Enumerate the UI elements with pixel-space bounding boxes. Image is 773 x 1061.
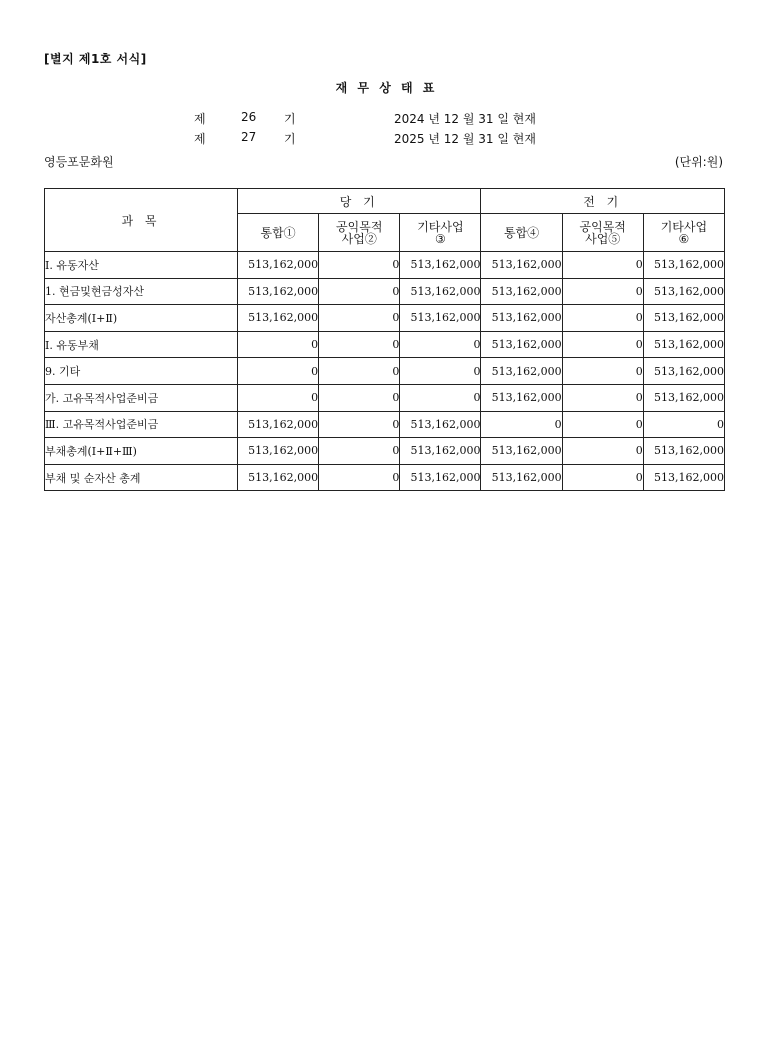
table-cell: 513,162,000 [238,438,319,465]
table-row [45,252,725,279]
table-cell: 513,162,000 [400,411,481,438]
column-header: 기타사업 ⑥ [643,214,724,252]
table-cell: 0 [562,305,643,332]
table-cell: 513,162,000 [400,305,481,332]
period-suffix: 기 [284,132,296,146]
row-label: Ⅰ. 유동부채 [45,331,238,358]
table-cell: 513,162,000 [643,438,724,465]
table-cell: 0 [562,252,643,279]
table-cell: 513,162,000 [481,305,562,332]
table-cell: 513,162,000 [400,278,481,305]
column-header: 통합① [238,214,319,252]
table-cell: 513,162,000 [400,464,481,491]
row-label: Ⅰ. 유동자산 [45,252,238,279]
subject-header: 과 목 [45,189,238,252]
table-cell: 513,162,000 [481,438,562,465]
table-row [45,384,725,411]
table-cell: 513,162,000 [643,464,724,491]
table-cell: 0 [400,384,481,411]
table-row [45,411,725,438]
table-cell: 513,162,000 [481,331,562,358]
table-row [45,278,725,305]
table-cell: 0 [319,358,400,385]
row-label: 부채 및 순자산 총계 [45,464,238,491]
table-cell: 513,162,000 [643,278,724,305]
table-cell: 513,162,000 [643,305,724,332]
row-label: 가. 고유목적사업준비금 [45,384,238,411]
table-cell: 0 [238,331,319,358]
row-label: 자산총계(Ⅰ+Ⅱ) [45,305,238,332]
table-cell: 0 [562,411,643,438]
table-row [45,331,725,358]
table-cell: 0 [562,278,643,305]
row-label: 9. 기타 [45,358,238,385]
period-number: 27 [241,130,257,144]
table-cell: 513,162,000 [238,305,319,332]
table-cell: 0 [562,358,643,385]
table-cell: 0 [481,411,562,438]
table-cell: 513,162,000 [643,252,724,279]
row-label: 1. 현금및현금성자산 [45,278,238,305]
table-cell: 0 [562,438,643,465]
period-row [0,130,773,146]
balance-sheet-table [44,188,725,491]
current-period-header: 당 기 [238,189,481,214]
table-cell: 513,162,000 [481,384,562,411]
table-row [45,438,725,465]
table-cell: 513,162,000 [238,252,319,279]
unit-label: (단위:원) [674,155,723,169]
table-cell: 0 [319,305,400,332]
table-row [45,464,725,491]
period-prefix: 제 [194,112,206,126]
row-label: Ⅲ. 고유목적사업준비금 [45,411,238,438]
table-cell: 513,162,000 [238,278,319,305]
table-cell: 513,162,000 [481,278,562,305]
table-cell: 513,162,000 [481,464,562,491]
table-cell: 0 [562,331,643,358]
table-cell: 513,162,000 [400,252,481,279]
period-suffix: 기 [284,112,296,126]
form-label: [별지 제1호 서식] [44,52,147,66]
column-header: 통합④ [481,214,562,252]
table-cell: 513,162,000 [481,358,562,385]
table-cell: 513,162,000 [643,384,724,411]
table-cell: 0 [562,464,643,491]
organization-name: 영등포문화원 [44,155,114,169]
table-cell: 0 [400,358,481,385]
table-cell: 513,162,000 [481,252,562,279]
table-cell: 0 [319,438,400,465]
column-header: 기타사업 ③ [400,214,481,252]
period-number: 26 [241,110,257,124]
table-cell: 0 [319,464,400,491]
row-label: 부채총계(Ⅰ+Ⅱ+Ⅲ) [45,438,238,465]
table-cell: 513,162,000 [643,358,724,385]
table-cell: 0 [238,358,319,385]
table-cell: 0 [238,384,319,411]
table-row [45,358,725,385]
table-cell: 0 [319,278,400,305]
table-cell: 513,162,000 [238,464,319,491]
table-cell: 0 [319,252,400,279]
document-title: 재 무 상 태 표 [335,81,438,95]
table-cell: 0 [319,331,400,358]
period-prefix: 제 [194,132,206,146]
period-date: 2025 년 12 월 31 일 현재 [394,132,536,146]
table-cell: 0 [562,384,643,411]
table-cell: 0 [400,331,481,358]
table-cell: 513,162,000 [238,411,319,438]
column-header: 공익목적 사업⑤ [562,214,643,252]
table-cell: 0 [319,411,400,438]
table-row [45,305,725,332]
table-cell: 0 [643,411,724,438]
prior-period-header: 전 기 [481,189,725,214]
period-row [0,110,773,126]
column-header: 공익목적 사업② [319,214,400,252]
table-cell: 0 [319,384,400,411]
table-cell: 513,162,000 [643,331,724,358]
period-date: 2024 년 12 월 31 일 현재 [394,112,536,126]
table-cell: 513,162,000 [400,438,481,465]
